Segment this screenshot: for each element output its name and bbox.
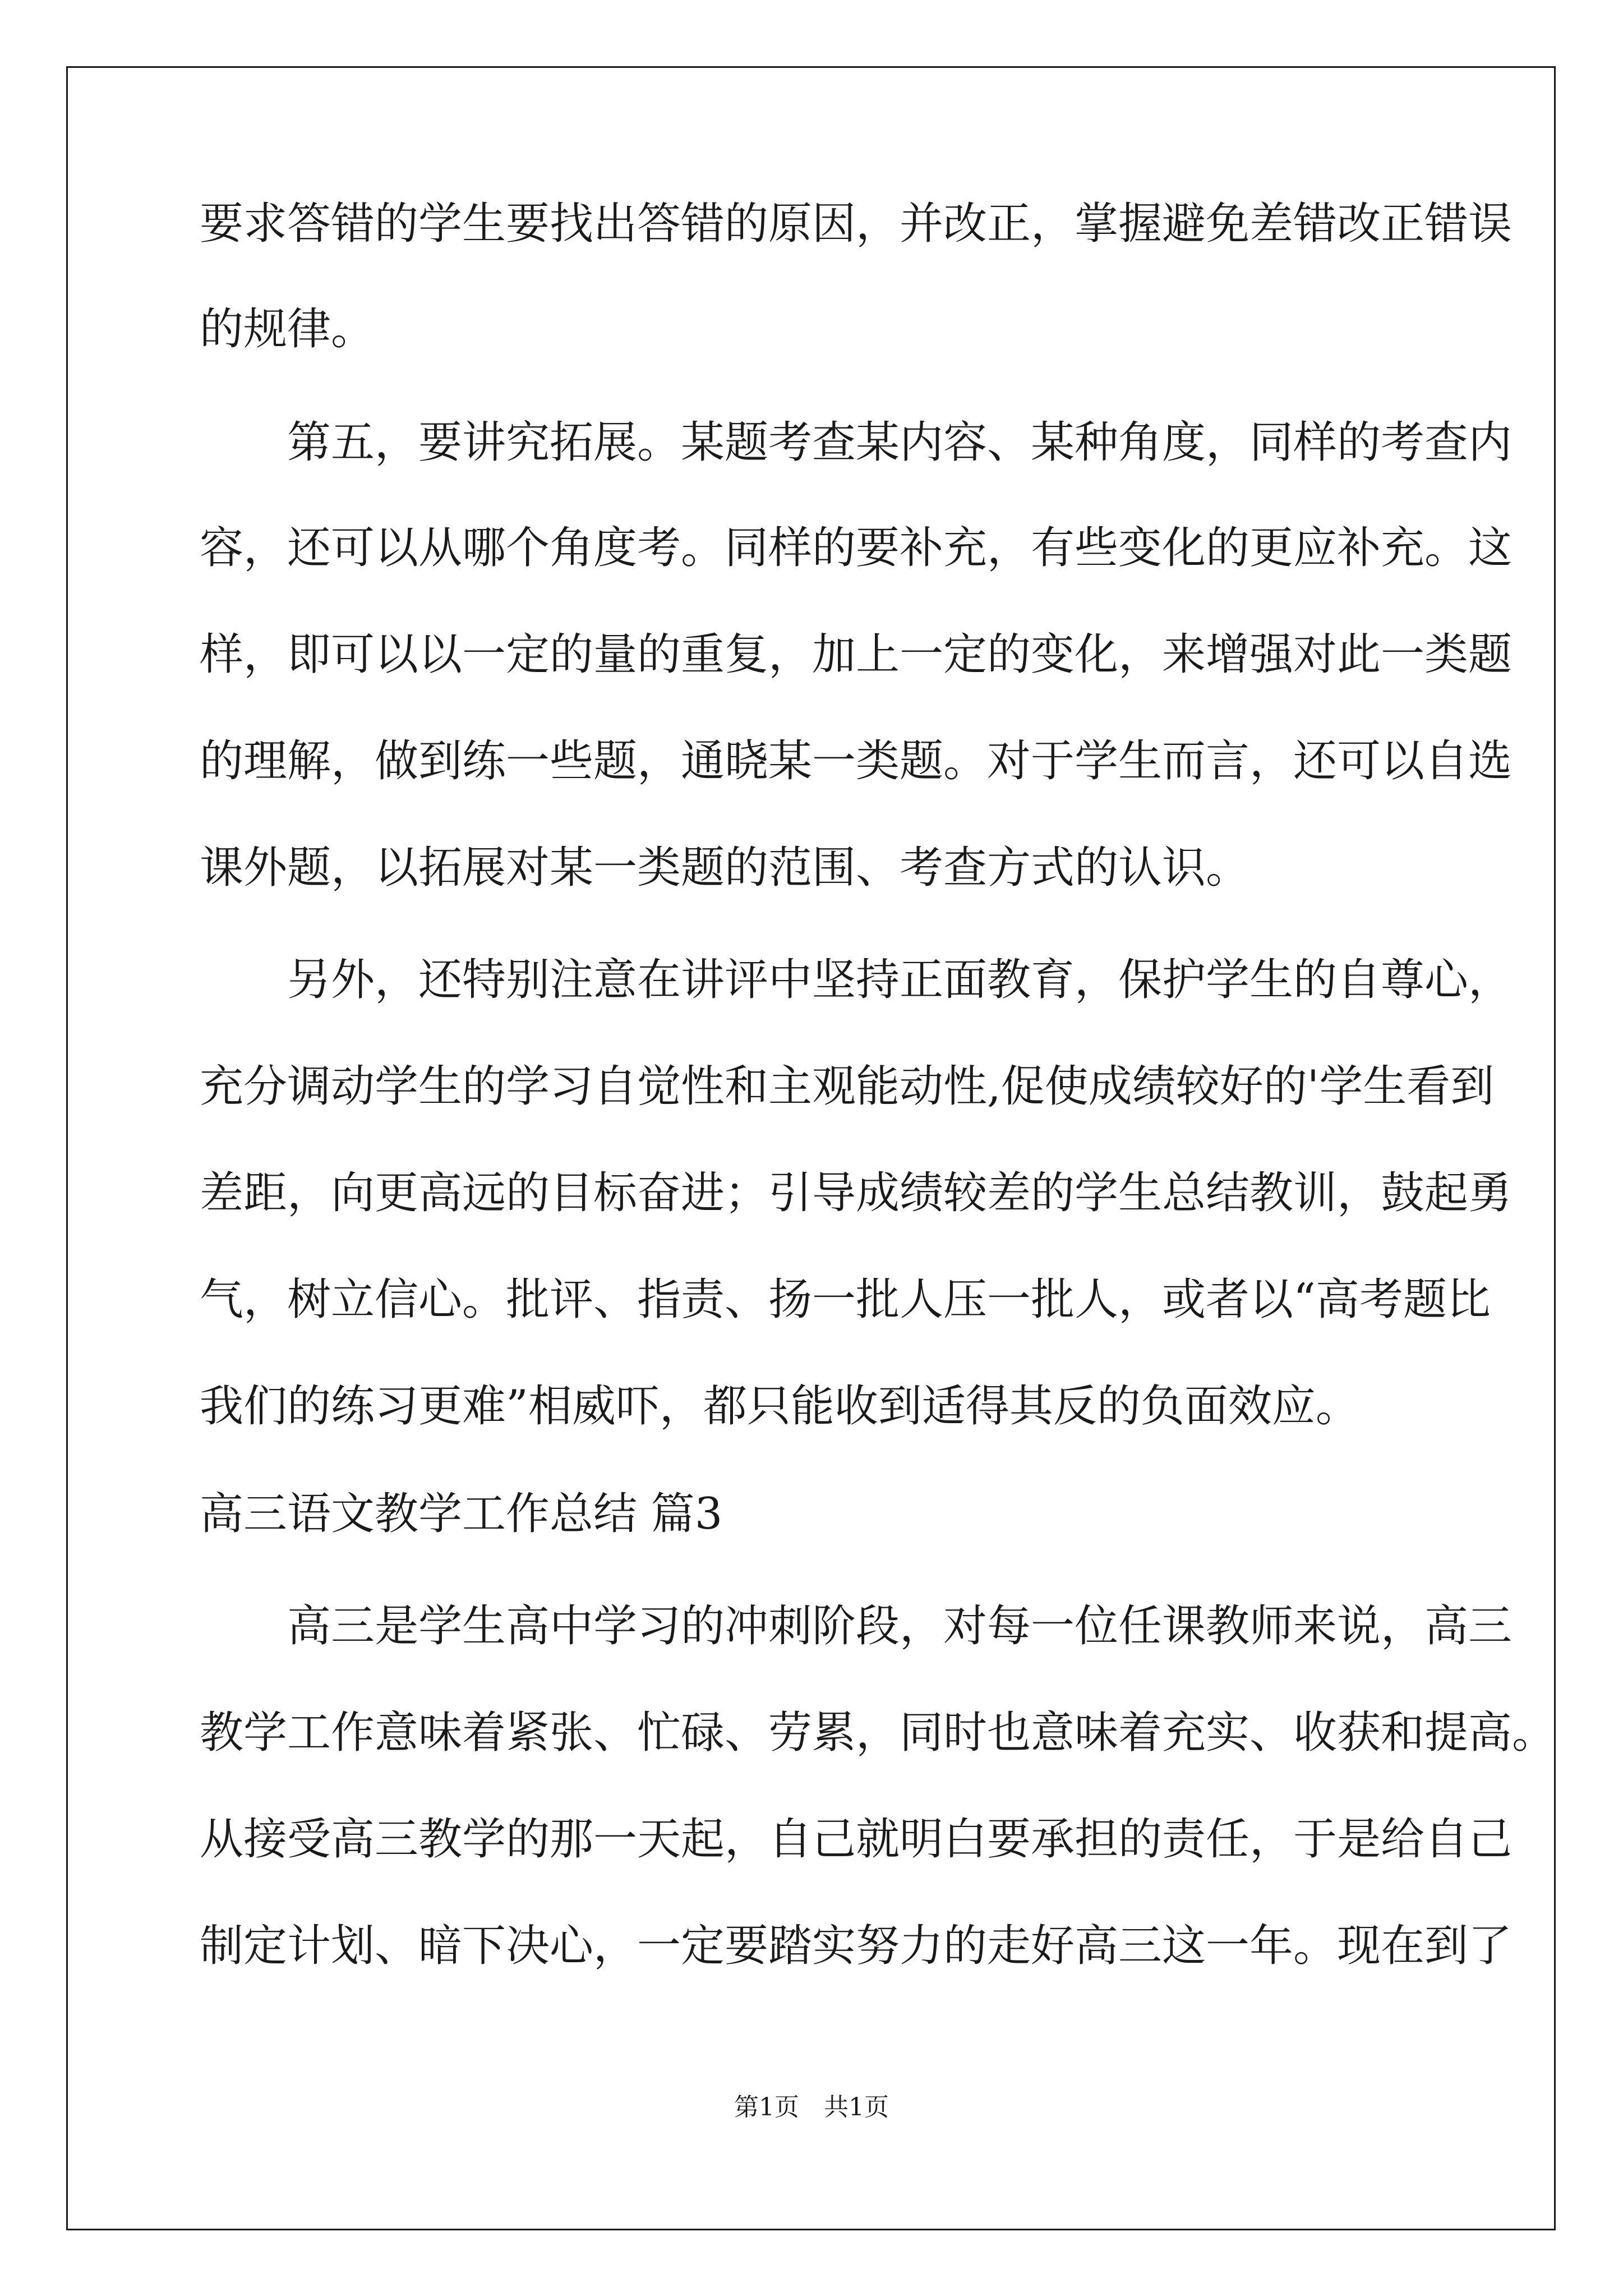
text-line: 我们的练习更难”相威吓，都只能收到适得其反的负面效应。 [200,1381,1359,1432]
text-line: 第五，要讲究拓展。某题考查某内容、某种角度，同样的考查内 [200,417,1513,468]
text-line: 另外，还特别注意在讲评中坚持正面教育，保护学生的自尊心， [200,955,1513,1005]
text-line: 教学工作意味着紧张、忙碌、劳累，同时也意味着充实、收获和提高。 [200,1708,1556,1758]
text-line: 充分调动学生的学习自觉性和主观能动性,促使成绩较好的'学生看到 [200,1061,1495,1112]
text-line: 要求答错的学生要找出答错的原因，并改正，掌握避免差错改正错误 [200,199,1513,249]
text-line: 样，即可以以一定的量的重复，加上一定的变化，来增强对此一类题 [200,629,1513,680]
text-line: 制定计划、暗下决心，一定要踏实努力的走好高三这一年。现在到了 [200,1921,1513,1971]
text-line: 高三是学生高中学习的冲刺阶段，对每一位任课教师来说，高三 [200,1601,1513,1651]
text-line: 从接受高三教学的那一天起，自己就明白要承担的责任，于是给自己 [200,1814,1513,1865]
text-line: 课外题，以拓展对某一类题的范围、考查方式的认识。 [200,843,1250,893]
page-border [66,66,1556,2230]
text-line: 差距，向更高远的目标奋进；引导成绩较差的学生总结教训，鼓起勇 [200,1168,1513,1218]
text-line: 的理解，做到练一些题，通晓某一类题。对于学生而言，还可以自选 [200,736,1513,786]
text-line: 气，树立信心。批评、指责、扬一批人压一批人，或者以“高考题比 [200,1274,1491,1325]
page-number-footer: 第1页 共1页 [734,2093,889,2122]
text-line: 容，还可以从哪个角度考。同样的要补充，有些变化的更应补充。这 [200,523,1513,573]
text-line: 的规律。 [200,304,375,355]
section-heading: 高三语文教学工作总结 篇3 [200,1489,723,1539]
